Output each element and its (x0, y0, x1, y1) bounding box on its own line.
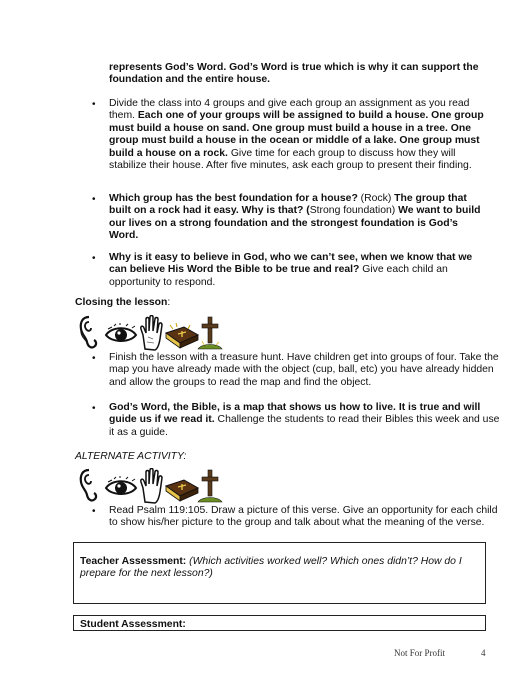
bullet-marker: • (92, 506, 96, 517)
bullet-believe-god (109, 252, 489, 289)
hand-icon (138, 315, 164, 351)
bullet-best-foundation (109, 193, 489, 243)
cross-icon (196, 468, 224, 506)
hand-icon (138, 468, 164, 504)
text-segment: Give each child an opportunity to respond. (109, 264, 448, 288)
eye-icon (104, 323, 138, 345)
text-segment: Strong foundation) (309, 205, 399, 217)
intro-paragraph: represents God’s Word. God’s Word is true which is why it can support the foundation and the entire house. (109, 62, 479, 86)
bible-icon (164, 476, 200, 504)
bullet-marker: • (92, 353, 96, 364)
student-assessment-label: Student Assessment: (80, 619, 186, 630)
closing-heading-text: Closing the lesson (75, 297, 168, 308)
bullet-marker: • (92, 99, 96, 110)
text-segment: Divide the class into 4 groups and give each group an assignment as you read them. (109, 98, 470, 122)
bullet-marker: • (92, 403, 96, 414)
cross-icon (196, 315, 224, 353)
ear-icon (78, 315, 100, 351)
ear-icon (78, 468, 100, 504)
text-segment: The group that built on a rock had it easy. Why is that? ( (109, 193, 467, 217)
text-segment: Read Psalm 119:105. Draw a picture of this verse. Give an opportunity for each child to show his/her picture to the group and talk about what the meaning of the verse. (109, 505, 498, 529)
text-segment: Each one of your groups will be assigned to build a house. One group must build a house on sand. One group must build a house in a tree. One group must build a house in the ocean or middle of a lake. One group must build a house on a rock. (109, 110, 484, 159)
bullet-treasure-hunt (109, 352, 501, 389)
bullet-groups-activity (109, 98, 489, 172)
bible-icon (164, 323, 200, 351)
teacher-assessment-prompt: (Which activities worked well? Which ones didn’t? How do I prepare for the next lesson?) (80, 556, 462, 580)
bullet-gods-word-map (109, 402, 501, 439)
text-segment: Finish the lesson with a treasure hunt. Have children get into groups of four. Take the map you have already made with the object (cup, ball, etc) you have already hidden and allow the groups to read the map and find the object. (109, 352, 499, 388)
text-segment: Why is it easy to believe in God, who we can’t see, when we know that we can believe His Word the Bible to be true and real? (109, 252, 473, 276)
senses-icon-row (78, 315, 228, 353)
bullet-marker: • (92, 194, 96, 205)
text-segment: Challenge the students to read their Bibles this week and use it as a guide. (109, 414, 500, 438)
student-assessment-box[interactable] (73, 615, 486, 631)
alternate-activity-heading: ALTERNATE ACTIVITY: (75, 451, 187, 462)
page-number: 4 (481, 648, 486, 658)
bullet-marker: • (92, 253, 96, 264)
footer-note: Not For Profit (394, 648, 446, 658)
senses-icon-row-2 (78, 468, 228, 506)
text-segment: Give time for each group to discuss how they will stabilize their house. After five minutes, ask each group to present their finding. (109, 147, 472, 172)
closing-heading-colon: : (167, 297, 171, 308)
teacher-assessment-label: Teacher Assessment: (80, 556, 187, 567)
bullet-psalm-activity (109, 505, 504, 530)
teacher-assessment-box[interactable] (73, 542, 486, 604)
text-segment: Which group has the best foundation for a house? (109, 193, 358, 204)
closing-heading (75, 297, 170, 309)
text-segment: We want to build our lives on a strong foundation and the strongest foundation is God’s Word. (109, 205, 481, 242)
eye-icon (104, 476, 138, 498)
text-segment: (Rock) (357, 193, 395, 204)
text-segment: God’s Word, the Bible, is a map that shows us how to live. It is true and will guide us if we read it. (109, 402, 481, 426)
